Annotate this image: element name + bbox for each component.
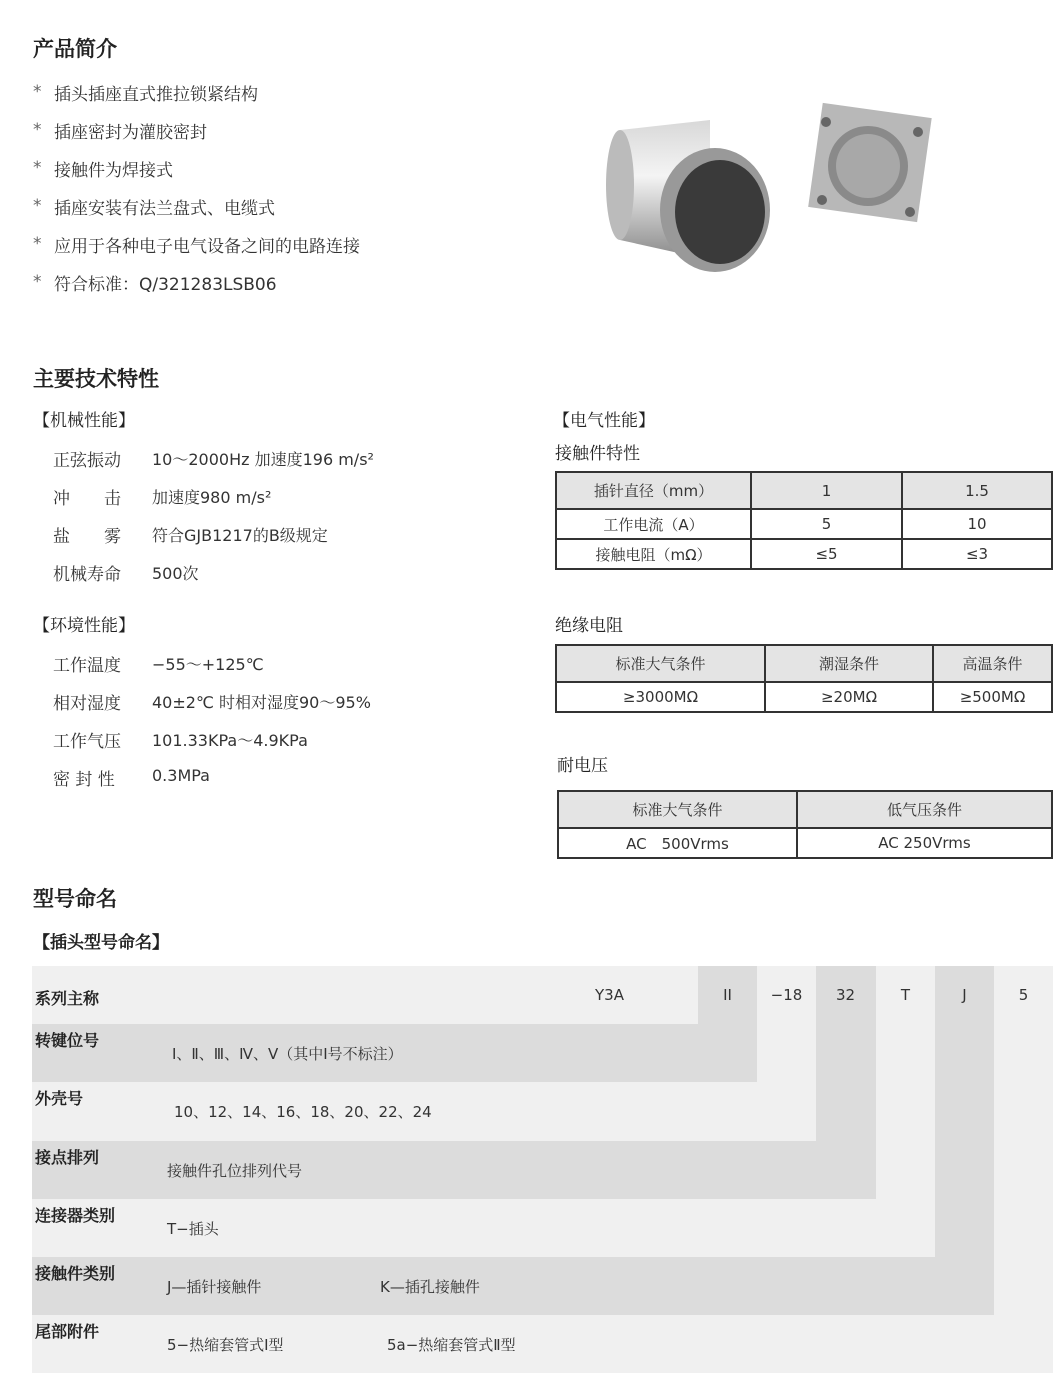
- spec-value: 符合GJB1217的B级规定: [152, 526, 328, 545]
- cell: 1: [751, 472, 902, 509]
- naming-column-band: [994, 966, 1053, 1373]
- code-part: T: [900, 986, 911, 1004]
- intro-bullet-item: 插头插座直式推拉锁紧结构: [54, 85, 258, 105]
- receptacle-image: [808, 103, 932, 222]
- naming-row-label: 接触件类别: [35, 1264, 116, 1283]
- section-title-specs: 主要技术特性: [33, 367, 159, 391]
- naming-row-content: 5−热缩套管式Ⅰ型: [167, 1336, 284, 1355]
- naming-row-content: T−插头: [167, 1219, 219, 1238]
- bullet-icon: *: [33, 234, 42, 254]
- intro-bullet-item: 应用于各种电子电气设备之间的电路连接: [54, 237, 360, 257]
- naming-row-label: 连接器类别: [35, 1205, 116, 1225]
- env-title: 【环境性能】: [33, 616, 135, 636]
- cell: 工作电流（A）: [556, 509, 751, 539]
- spec-label: 工作气压: [53, 732, 121, 752]
- elec-title: 【电气性能】: [553, 411, 655, 431]
- intro-bullet-item: 插座密封为灌胶密封: [54, 123, 207, 143]
- cell: 标准大气条件: [556, 645, 765, 682]
- naming-row-label: 尾部附件: [35, 1322, 100, 1342]
- naming-row-band: [32, 1141, 876, 1199]
- spec-label: 工作温度: [53, 656, 121, 676]
- table-row: [558, 791, 1052, 828]
- cell: ≥3000MΩ: [556, 682, 765, 712]
- spec-label: 机械寿命: [53, 565, 121, 585]
- cell: AC 250Vrms: [797, 828, 1052, 858]
- code-part: II: [723, 986, 732, 1004]
- naming-row-label: 系列主称: [35, 989, 100, 1008]
- intro-bullet-item: 插座安装有法兰盘式、电缆式: [54, 199, 275, 219]
- intro-bullet-item: 接触件为焊接式: [54, 161, 173, 181]
- spec-value: 40±2℃ 时相对湿度90～95%: [152, 693, 371, 712]
- table-row: [556, 509, 1052, 539]
- naming-subtitle: 【插头型号命名】: [33, 933, 169, 953]
- insulation-title: 绝缘电阻: [555, 616, 623, 636]
- naming-row-content: J—插针接触件: [167, 1278, 262, 1296]
- naming-row-content: Ⅰ、Ⅱ、Ⅲ、Ⅳ、Ⅴ（其中Ⅰ号不标注）: [172, 1045, 403, 1064]
- bullet-icon: *: [33, 82, 42, 102]
- table-row: [556, 472, 1052, 509]
- code-part: 32: [835, 986, 856, 1004]
- spec-value: 加速度980 m/s²: [152, 488, 272, 507]
- naming-row-content: 接触件孔位排列代号: [167, 1161, 303, 1180]
- cell: ≤5: [751, 539, 902, 569]
- connector-product-image: [600, 90, 940, 290]
- cell: 标准大气条件: [558, 791, 797, 828]
- insulation-table: [555, 644, 1053, 713]
- contact-table: [555, 471, 1053, 570]
- mech-title: 【机械性能】: [33, 411, 135, 431]
- naming-row-content: 5a−热缩套管式Ⅱ型: [387, 1336, 516, 1355]
- spec-label: 相对湿度: [53, 694, 121, 714]
- voltage-title: 耐电压: [557, 756, 608, 776]
- cell: AC 500Vrms: [558, 828, 797, 858]
- cell: ≤3: [902, 539, 1052, 569]
- cell: ≥20MΩ: [765, 682, 933, 712]
- code-part: 5: [1018, 986, 1029, 1004]
- cell: 5: [751, 509, 902, 539]
- table-row: [558, 828, 1052, 858]
- cell: 接触电阻（mΩ）: [556, 539, 751, 569]
- bullet-icon: *: [33, 120, 42, 140]
- cell: 低气压条件: [797, 791, 1052, 828]
- bullet-icon: *: [33, 196, 42, 216]
- naming-row-label: 转键位号: [35, 1031, 100, 1051]
- naming-row-content: K—插孔接触件: [380, 1278, 480, 1296]
- section-title-naming: 型号命名: [33, 887, 117, 911]
- spec-label: 冲 击: [53, 489, 121, 509]
- bullet-icon: *: [33, 158, 42, 178]
- cell: ≥500MΩ: [933, 682, 1052, 712]
- spec-value: 500次: [152, 564, 199, 583]
- cell: 高温条件: [933, 645, 1052, 682]
- intro-bullet-item: 符合标准：Q/321283LSB06: [54, 275, 277, 295]
- code-part: J: [962, 986, 967, 1004]
- naming-row-label: 外壳号: [35, 1089, 84, 1109]
- spec-label: 盐 雾: [53, 527, 121, 547]
- spec-value: 101.33KPa～4.9KPa: [152, 731, 308, 750]
- code-series: Y3A: [595, 986, 624, 1004]
- code-part: −18: [770, 986, 803, 1004]
- naming-row-label: 接点排列: [35, 1147, 100, 1167]
- table-row: [556, 682, 1052, 712]
- plug-image: [606, 120, 770, 272]
- spec-value: 10～2000Hz 加速度196 m/s²: [152, 450, 374, 469]
- cell: 10: [902, 509, 1052, 539]
- spec-value: 0.3MPa: [152, 766, 210, 785]
- voltage-table: [557, 790, 1053, 859]
- cell: 插针直径（mm）: [556, 472, 751, 509]
- spec-value: −55～+125℃: [152, 655, 264, 674]
- section-title-intro: 产品简介: [33, 37, 117, 61]
- table-row: [556, 645, 1052, 682]
- naming-row-content: 10、12、14、16、18、20、22、24: [174, 1103, 432, 1122]
- spec-label: 密 封 性: [53, 770, 115, 790]
- cell: 1.5: [902, 472, 1052, 509]
- table-row: [556, 539, 1052, 569]
- contact-title: 接触件特性: [555, 444, 640, 464]
- spec-label: 正弦振动: [53, 451, 121, 471]
- cell: 潮湿条件: [765, 645, 933, 682]
- bullet-icon: *: [33, 272, 42, 292]
